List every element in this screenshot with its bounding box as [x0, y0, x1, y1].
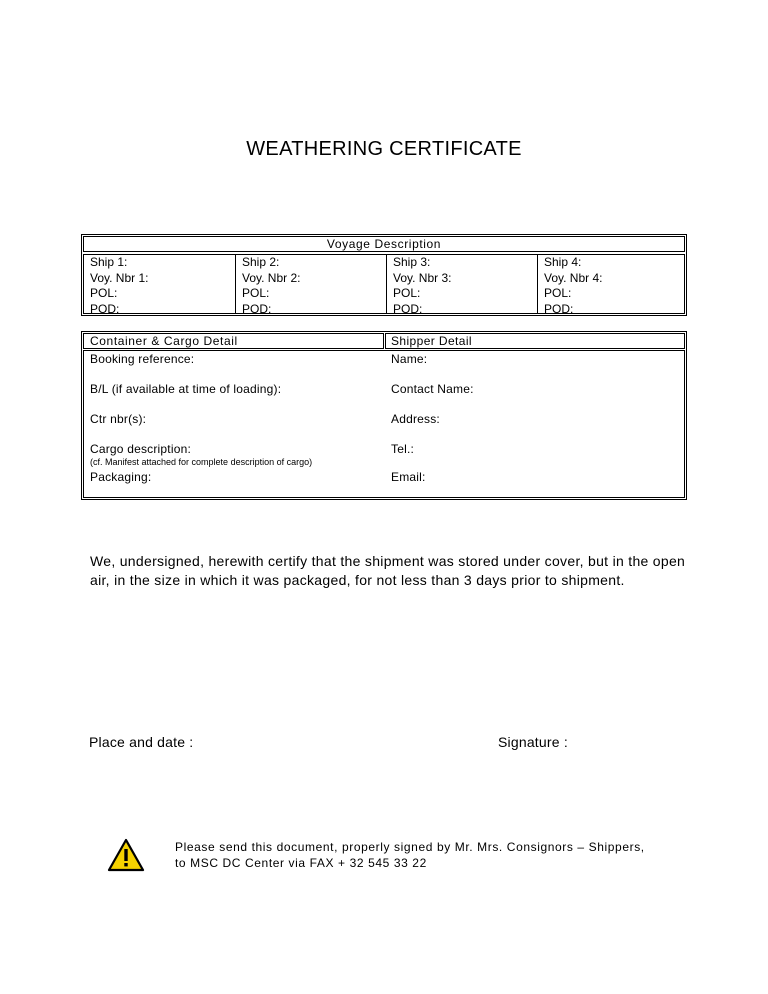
signature-label: Signature : [498, 734, 568, 750]
voyage-description-table [81, 234, 687, 316]
shipper-email-label: Email: [391, 470, 426, 484]
ship-4-pod: POD: [544, 301, 574, 316]
shipper-tel-label: Tel.: [391, 442, 415, 456]
booking-reference-label: Booking reference: [90, 352, 195, 366]
ship-2-voyage-number: Voy. Nbr 2: [242, 270, 301, 285]
ship-4-column [537, 255, 684, 316]
certification-statement: We, undersigned, herewith certify that the shipment was stored under cover, but in the open air, in the size in which it was packaged, for not less than 3 days prior to shipment. [90, 553, 686, 588]
instructions-line-1: Please send this document, properly signed by Mr. Mrs. Consignors – Shippers, [175, 840, 645, 854]
ship-1-pod: POD: [90, 301, 120, 316]
container-number-label: Ctr nbr(s): [90, 412, 147, 426]
cargo-description-note: (cf. Manifest attached for complete description of cargo) [90, 457, 313, 467]
instructions [175, 839, 645, 871]
ship-1-column [84, 255, 235, 316]
ship-4-voyage-number: Voy. Nbr 4: [544, 270, 603, 285]
ship-2-column [235, 255, 386, 316]
ship-1-label: Ship 1: [90, 255, 128, 269]
ship-2-pod: POD: [242, 301, 272, 316]
cargo-shipper-body [83, 350, 685, 498]
ship-1-voyage-number: Voy. Nbr 1: [90, 270, 149, 285]
place-date-label: Place and date : [89, 734, 194, 750]
ship-3-voyage-number: Voy. Nbr 3: [393, 270, 452, 285]
voyage-description-header: Voyage Description [83, 236, 685, 252]
ship-3-column [386, 255, 537, 316]
ship-3-label: Ship 3: [393, 255, 431, 269]
bl-label: B/L (if available at time of loading): [90, 382, 282, 396]
shipper-address-label: Address: [391, 412, 440, 426]
packaging-label: Packaging: [90, 470, 152, 484]
instructions-line-2: to MSC DC Center via FAX + 32 545 33 22 [175, 856, 427, 870]
shipper-name-label: Name: [391, 352, 428, 366]
voyage-ships-row [83, 254, 685, 314]
ship-3-pol: POL: [393, 286, 421, 300]
shipper-contact-label: Contact Name: [391, 382, 474, 396]
ship-3-pod: POD: [393, 301, 423, 316]
shipper-detail-header: Shipper Detail [385, 333, 685, 349]
ship-2-pol: POL: [242, 286, 270, 300]
ship-1-pol: POL: [90, 286, 118, 300]
container-cargo-header: Container & Cargo Detail [83, 333, 384, 349]
ship-4-pol: POL: [544, 286, 572, 300]
ship-2-label: Ship 2: [242, 255, 280, 269]
page-title: WEATHERING CERTIFICATE [246, 138, 522, 160]
cargo-shipper-table [81, 331, 687, 500]
ship-4-label: Ship 4: [544, 255, 582, 269]
warning-triangle-icon [107, 838, 145, 872]
cargo-description-label: Cargo description: [90, 442, 191, 456]
